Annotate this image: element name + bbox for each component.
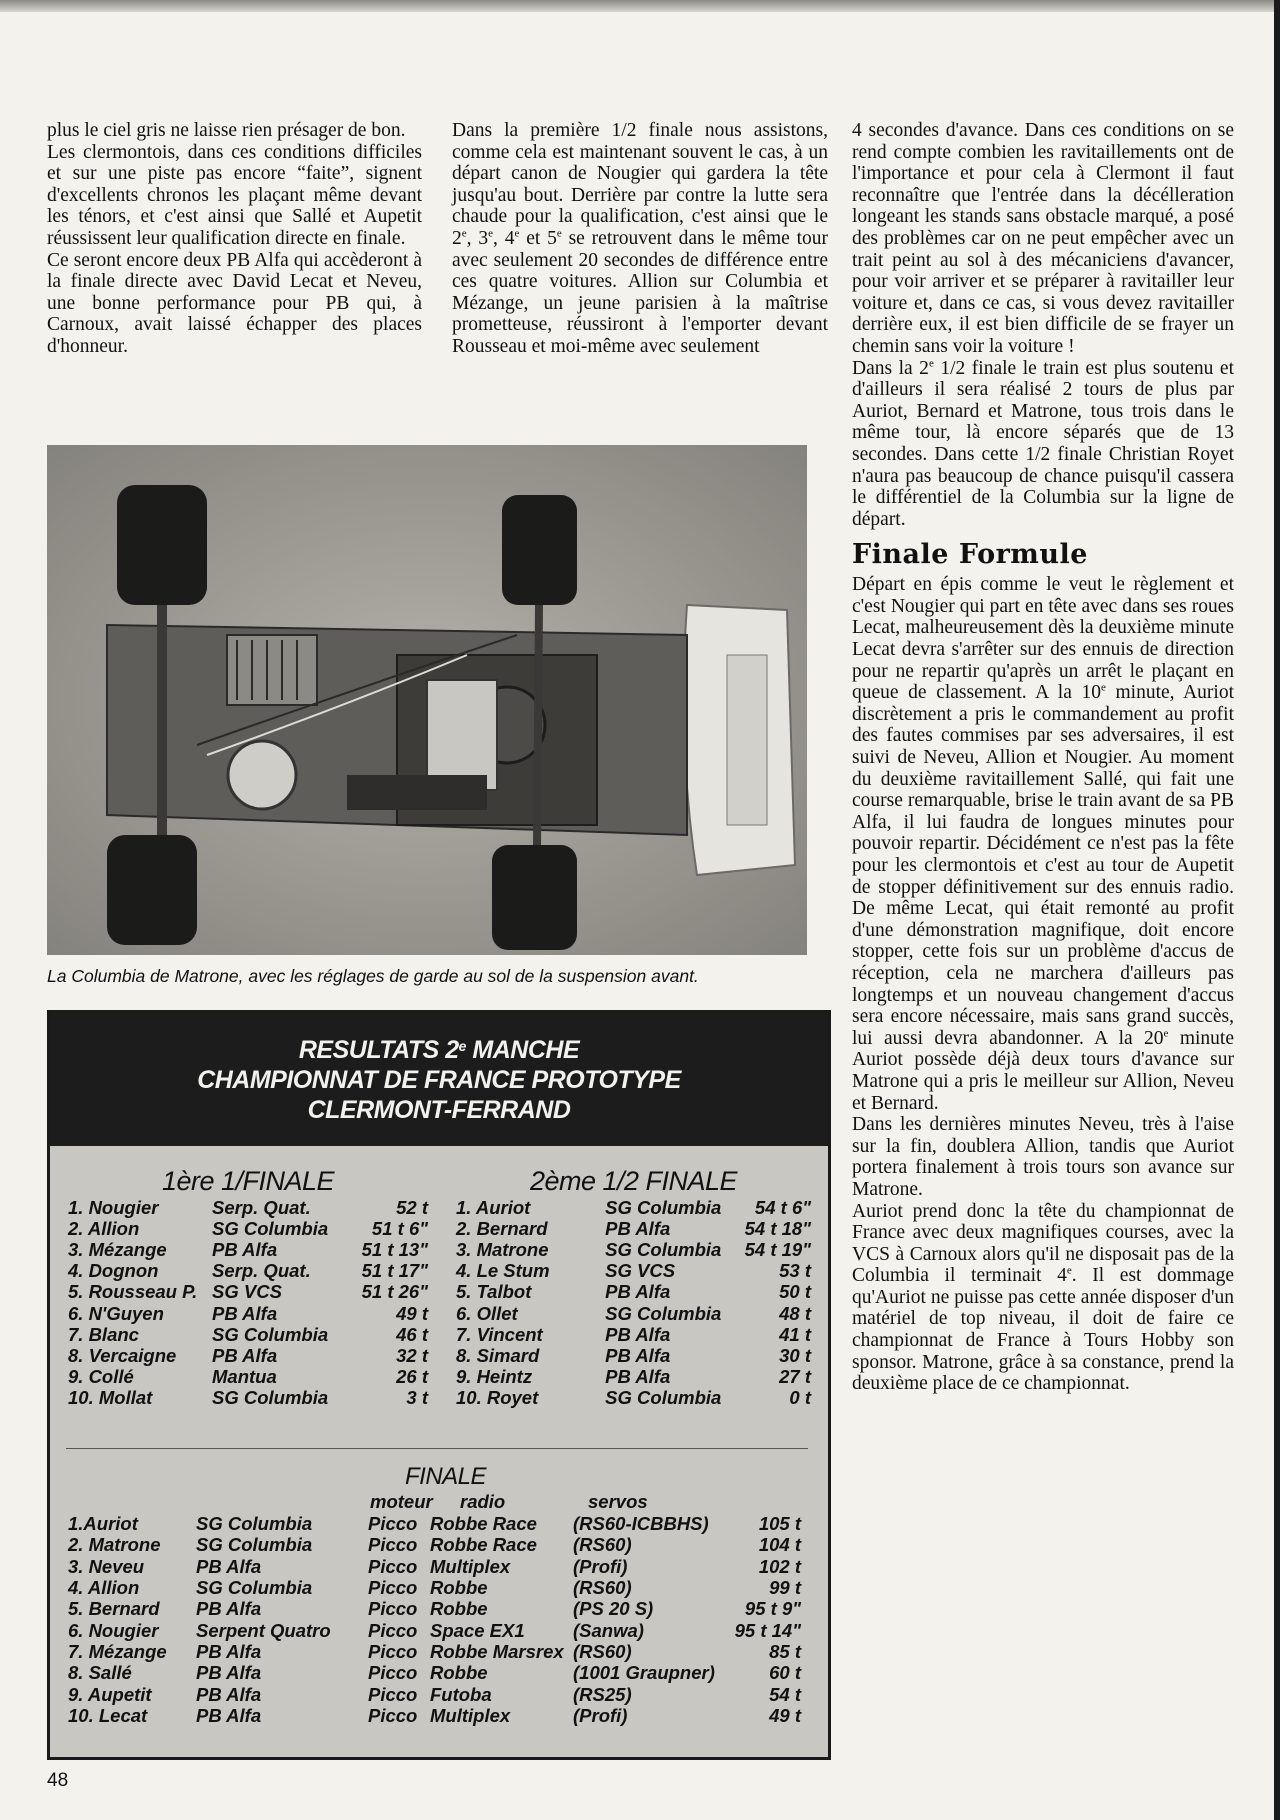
table-cell: SG VCS: [212, 1281, 282, 1303]
table-cell: 3 t: [406, 1386, 428, 1408]
table-cell: Picco: [368, 1598, 418, 1620]
table-row: [456, 1281, 811, 1302]
table-row: [68, 1324, 428, 1345]
rc-car-chassis-illustration: [47, 445, 807, 955]
table-row: [68, 1218, 428, 1239]
semi-final-2-table: [456, 1197, 811, 1408]
rc-car-photo: [47, 445, 807, 955]
table-cell: SG Columbia: [196, 1577, 313, 1599]
table-row: [456, 1345, 811, 1366]
table-cell: PB Alfa: [605, 1365, 671, 1387]
table-cell: Picco: [368, 1619, 418, 1641]
table-row: [456, 1302, 811, 1323]
table-cell: (RS60-ICBBHS): [573, 1513, 709, 1535]
table-cell: 95 t 14": [734, 1619, 801, 1641]
results-subtitle: CHAMPIONNAT DE FRANCE PROTOTYPE: [197, 1066, 681, 1094]
table-cell: 1.Auriot: [68, 1513, 138, 1535]
table-cell: 9. Collé: [68, 1365, 134, 1387]
table-cell: 9. Heintz: [456, 1365, 533, 1387]
table-cell: 2. Matrone: [68, 1534, 161, 1556]
table-cell: 30 t: [779, 1344, 811, 1366]
results-location: CLERMONT-FERRAND: [307, 1096, 571, 1124]
table-cell: 85 t: [769, 1640, 801, 1662]
table-cell: 8. Vercaigne: [68, 1344, 177, 1366]
paragraph: Dans la 2e 1/2 finale le train est plus soutenu et d'ailleurs il sera réalisé 2 tours de plus par Auriot, Bernard et Matrone, tous trois dans le même tour, là encore séparés que de 13 secondes. Dans cette 1/2 finale Christian Royet n'aura pas beaucoup de chance puisqu'il cassera le différentiel de la Columbia sur la ligne de départ.: [852, 357, 1234, 530]
table-cell: 3. Neveu: [68, 1555, 145, 1577]
table-cell: 2. Allion: [68, 1218, 140, 1240]
table-cell: 7. Vincent: [456, 1323, 543, 1345]
table-cell: 46 t: [396, 1323, 428, 1345]
header-moteur: moteur: [370, 1491, 433, 1512]
table-row: [68, 1534, 801, 1555]
table-cell: PB Alfa: [196, 1683, 262, 1705]
table-cell: 10. Mollat: [68, 1386, 153, 1408]
table-cell: (Profi): [573, 1704, 628, 1726]
table-cell: 54 t 19": [744, 1239, 811, 1261]
table-cell: 4. Allion: [68, 1577, 140, 1599]
table-cell: 49 t: [769, 1704, 801, 1726]
table-cell: Serp. Quat.: [212, 1197, 311, 1219]
section-heading-finale-formule: Finale Formule: [852, 539, 1088, 571]
table-row: [456, 1218, 811, 1239]
article-column-1: [47, 120, 422, 358]
table-cell: 54 t 6": [754, 1197, 811, 1219]
table-cell: PB Alfa: [212, 1239, 278, 1261]
paragraph: Dans la première 1/2 finale nous assistons, comme cela est maintenant souvent le cas, à un départ canon de Nougier qui gardera la tête jusqu'au bout. Derrière par contre la lutte sera chaude pour la qualification, c'est ainsi que le 2e, 3e, 4e et 5e se retrouvent dans le même tour avec seulement 20 secondes de différence entre ces quatre voitures. Allion sur Columbia et Mézange, un jeune parisien à la maîtrise prometteuse, réussiront à l'emporter devant Rousseau et moi-même avec seulement: [452, 120, 829, 357]
table-cell: 9. Aupetit: [68, 1683, 152, 1705]
table-cell: 104 t: [758, 1534, 801, 1556]
paragraph: Départ en épis comme le veut le règlement et c'est Nougier qui part en tête avec dans ses roues Lecat, malheureusement dès la deuxième minute Lecat devra s'arrêter sur des ennuis de direction pour ne repartir qu'après un arrêt le plaçant en queue de classement. A la 10e minute, Auriot discrètement a pris le commandement au profit des fautes commises par ses adversaires, il est suivi de Neveu, Allion et Nougier. Au moment du deuxième ravitaillement Sallé, qui fait une course remarquable, brise le train avant de sa PB Alfa, il lui faudra de longues minutes pour pouvoir repartir. Décidément ce n'est pas la fête pour les clermontois et c'est au tour de Aupetit de stopper définitivement sur des ennuis radio. De même Lecat, qui était remonté au profit d'une démonstration magnifique, doit encore stopper, cette fois sur un problème d'accus de réception, cela ne marchera d'ailleurs pas longtemps et un nouveau changement d'accus sera encore nécessaire, mais sans grand succès, lui aussi devra abandonner. A la 20e minute Auriot possède déjà deux tours d'avance sur Matrone qui a pris le meilleur sur Allion, Neveu et Bernard.: [852, 574, 1234, 1114]
paragraph: 4 secondes d'avance. Dans ces conditions on se rend compte combien les ravitaillements ont de l'importance et pour cela à Clermont il faut reconnaître que l'entrée dans la décélleration longeant les stands sans obstacle marqué, a posé des problèmes car on ne peut empêcher avec un trait peint au sol à des mécaniciens d'avancer, pour voir arriver et se préparer à ravitailler leur voiture et, dans ce cas, si vous devez ravitailler derrière eux, il est bien difficile de se frayer un chemin sans voir la voiture !: [852, 120, 1234, 357]
table-row: [68, 1683, 801, 1704]
table-cell: SG Columbia: [605, 1239, 722, 1261]
table-cell: (RS60): [573, 1534, 632, 1556]
table-row: [456, 1239, 811, 1260]
finale-title: FINALE: [404, 1463, 487, 1490]
table-cell: 41 t: [779, 1323, 811, 1345]
table-cell: SG VCS: [605, 1260, 676, 1282]
table-cell: 51 t 26": [361, 1281, 428, 1303]
table-row: [456, 1324, 811, 1345]
table-cell: Robbe: [430, 1577, 488, 1599]
table-cell: PB Alfa: [605, 1323, 671, 1345]
table-cell: 4. Dognon: [68, 1260, 159, 1282]
table-cell: Serp. Quat.: [212, 1260, 311, 1282]
table-cell: SG Columbia: [605, 1302, 722, 1324]
table-cell: PB Alfa: [605, 1281, 671, 1303]
table-row: [68, 1705, 801, 1726]
table-cell: (RS25): [573, 1683, 632, 1705]
table-cell: Robbe: [430, 1598, 488, 1620]
table-cell: (Profi): [573, 1555, 628, 1577]
table-cell: 1. Auriot: [456, 1197, 531, 1219]
table-row: [68, 1387, 428, 1408]
table-cell: Futoba: [430, 1683, 492, 1705]
table-row: [456, 1197, 811, 1218]
table-cell: 7. Mézange: [68, 1640, 167, 1662]
paragraph: Auriot prend donc la tête du championnat de France avec deux magnifiques courses, avec la VCS à Carnoux alors qu'il ne disposait pas de la Columbia il terminait 4e. Il est dommage qu'Auriot ne puisse pas cette année disposer d'un matériel de top niveau, il doit de faire ce championnat de France à Tours Hobby son sponsor. Matrone, grâce à sa constance, prend la deuxième place de ce championnat.: [852, 1200, 1234, 1395]
table-cell: 7. Blanc: [68, 1323, 139, 1345]
table-cell: 102 t: [758, 1555, 801, 1577]
table-cell: Picco: [368, 1704, 418, 1726]
table-cell: 6. Ollet: [456, 1302, 518, 1324]
finale-results: [68, 1463, 813, 1726]
table-cell: PB Alfa: [605, 1218, 671, 1240]
table-row: [68, 1197, 428, 1218]
table-cell: Multiplex: [430, 1555, 511, 1577]
photo-caption: La Columbia de Matrone, avec les réglages de garde au sol de la suspension avant.: [47, 966, 699, 986]
table-cell: Robbe Marsrex: [430, 1640, 564, 1662]
table-cell: SG Columbia: [605, 1197, 722, 1219]
table-cell: 8. Simard: [456, 1344, 540, 1366]
table-cell: (PS 20 S): [573, 1598, 654, 1620]
table-cell: Serpent Quatro: [196, 1619, 331, 1641]
table-cell: 95 t 9": [744, 1598, 801, 1620]
table-cell: 50 t: [779, 1281, 811, 1303]
paragraph: Dans les dernières minutes Neveu, très à l'aise sur la fin, doublera Allion, tandis que Auriot portera finalement à trois tours son avance sur Matrone.: [852, 1114, 1234, 1200]
table-cell: Mantua: [212, 1365, 277, 1387]
table-row: [68, 1598, 801, 1619]
table-row: [456, 1387, 811, 1408]
table-row: [456, 1366, 811, 1387]
table-cell: 53 t: [779, 1260, 811, 1282]
table-row: [68, 1239, 428, 1260]
results-box: [47, 1010, 831, 1760]
table-cell: 26 t: [396, 1365, 428, 1387]
semi-final-1-results: [68, 1166, 428, 1408]
table-cell: Robbe Race: [430, 1534, 537, 1556]
table-cell: 6. N'Guyen: [68, 1302, 164, 1324]
table-cell: 54 t 18": [744, 1218, 811, 1240]
table-cell: PB Alfa: [196, 1662, 262, 1684]
table-cell: 5. Rousseau P.: [68, 1281, 198, 1303]
finale-table: [68, 1513, 801, 1726]
page-scan-edge-top: [0, 0, 1280, 12]
header-servos: servos: [588, 1491, 648, 1512]
table-cell: SG Columbia: [212, 1218, 329, 1240]
table-row: [68, 1366, 428, 1387]
table-row: [68, 1260, 428, 1281]
table-cell: Picco: [368, 1577, 418, 1599]
table-row: [68, 1641, 801, 1662]
table-cell: Picco: [368, 1555, 418, 1577]
table-cell: 27 t: [779, 1365, 811, 1387]
table-cell: 105 t: [758, 1513, 801, 1535]
table-cell: Picco: [368, 1683, 418, 1705]
paragraph: Les clermontois, dans ces conditions difficiles et sur une piste pas encore “faite”, signent d'excellents chronos les plaçant même devant les ténors, et c'est ainsi que Sallé et Aupetit réussissent leur qualification directe en finale.: [47, 141, 422, 249]
table-cell: Space EX1: [430, 1619, 525, 1641]
table-cell: 60 t: [769, 1662, 801, 1684]
table-cell: 52 t: [396, 1197, 428, 1219]
table-row: [68, 1513, 801, 1534]
table-cell: 8. Sallé: [68, 1662, 132, 1684]
table-cell: SG Columbia: [605, 1386, 722, 1408]
table-cell: 10. Lecat: [68, 1704, 148, 1726]
table-cell: 32 t: [396, 1344, 428, 1366]
table-cell: Picco: [368, 1662, 418, 1684]
divider: [66, 1448, 808, 1449]
table-cell: PB Alfa: [212, 1344, 278, 1366]
page-scan-edge-right: [1274, 0, 1280, 1820]
table-cell: 10. Royet: [456, 1386, 539, 1408]
semi-final-2-results: [456, 1166, 811, 1408]
table-cell: SG Columbia: [212, 1323, 329, 1345]
table-row: [68, 1345, 428, 1366]
table-row: [68, 1281, 428, 1302]
paragraph: plus le ciel gris ne laisse rien présager de bon.: [47, 120, 406, 141]
table-cell: 4. Le Stum: [456, 1260, 550, 1282]
table-cell: 54 t: [769, 1683, 801, 1705]
table-cell: 6. Nougier: [68, 1619, 159, 1641]
table-cell: 5. Talbot: [456, 1281, 532, 1303]
table-cell: (1001 Graupner): [573, 1662, 715, 1684]
table-cell: Multiplex: [430, 1704, 511, 1726]
table-row: [68, 1619, 801, 1640]
table-cell: PB Alfa: [605, 1344, 671, 1366]
table-cell: Picco: [368, 1513, 418, 1535]
table-cell: (Sanwa): [573, 1619, 644, 1641]
table-cell: PB Alfa: [196, 1640, 262, 1662]
table-cell: 5. Bernard: [68, 1598, 160, 1620]
header-radio: radio: [460, 1491, 506, 1512]
table-row: [456, 1260, 811, 1281]
table-cell: 3. Mézange: [68, 1239, 167, 1261]
table-cell: 0 t: [789, 1386, 811, 1408]
paragraph: Ce seront encore deux PB Alfa qui accèderont à la finale directe avec David Lecat et Neveu, une bonne performance pour PB qui, à Carnoux, avait laissé échapper des places d'honneur.: [47, 249, 422, 357]
table-cell: SG Columbia: [212, 1386, 329, 1408]
table-cell: 51 t 6": [371, 1218, 428, 1240]
table-cell: PB Alfa: [196, 1598, 262, 1620]
table-cell: PB Alfa: [212, 1302, 278, 1324]
finale-column-headers: [68, 1491, 813, 1513]
table-cell: PB Alfa: [196, 1704, 262, 1726]
table-cell: Robbe Race: [430, 1513, 537, 1535]
table-cell: (RS60): [573, 1640, 632, 1662]
table-cell: 51 t 13": [361, 1239, 428, 1261]
table-row: [68, 1577, 801, 1598]
table-cell: PB Alfa: [196, 1555, 262, 1577]
table-cell: 3. Matrone: [456, 1239, 549, 1261]
page-number: 48: [47, 1770, 69, 1791]
results-header: [50, 1013, 828, 1146]
table-cell: SG Columbia: [196, 1534, 313, 1556]
results-title: RESULTATS 2e MANCHE: [298, 1036, 580, 1064]
table-cell: 99 t: [769, 1577, 801, 1599]
table-cell: SG Columbia: [196, 1513, 313, 1535]
table-row: [68, 1556, 801, 1577]
article-column-3: [852, 120, 1234, 1395]
semi-final-1-title: 1ère 1/FINALE: [161, 1166, 335, 1196]
table-row: [68, 1302, 428, 1323]
table-row: [68, 1662, 801, 1683]
table-cell: Robbe: [430, 1662, 488, 1684]
article-column-2: [452, 120, 828, 358]
semi-final-1-table: [68, 1197, 428, 1408]
table-cell: Picco: [368, 1640, 418, 1662]
table-cell: Picco: [368, 1534, 418, 1556]
semi-final-2-title: 2ème 1/2 FINALE: [529, 1166, 738, 1196]
table-cell: (RS60): [573, 1577, 632, 1599]
table-cell: 51 t 17": [361, 1260, 428, 1282]
table-cell: 49 t: [396, 1302, 428, 1324]
table-cell: 1. Nougier: [68, 1197, 159, 1219]
table-cell: 2. Bernard: [456, 1218, 548, 1240]
table-cell: 48 t: [779, 1302, 811, 1324]
